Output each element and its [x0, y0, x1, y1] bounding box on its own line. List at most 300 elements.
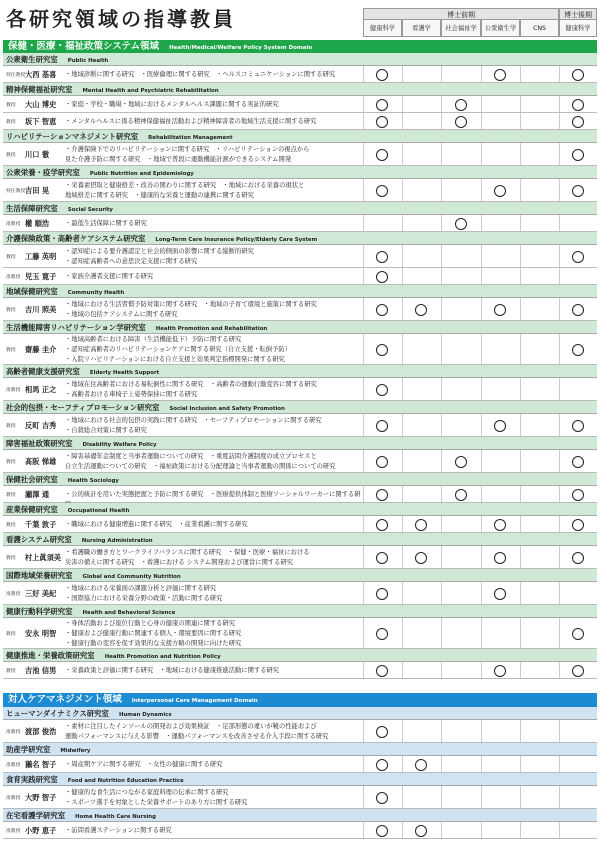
column-cns: CNS: [520, 20, 559, 37]
program-cell: [402, 822, 403, 838]
topic-line: ・健康および健康行動に関連する個人・環境要因に関する研究: [65, 629, 242, 637]
topic-line: ・身体活動および座位行動と心身の健康の関連に関する研究: [65, 619, 236, 627]
program-cell: [481, 245, 482, 267]
faculty-name: 安永 明智: [25, 629, 57, 638]
group-masters: 博士前期: [363, 8, 559, 20]
faculty-role: 教授: [6, 460, 16, 465]
lab-label: 公衆栄養・疫学研究室: [6, 168, 80, 177]
program-cell: [441, 66, 442, 82]
program-cell: [520, 96, 521, 112]
eligibility-circle-icon: [572, 344, 584, 356]
lab-label-en: Public Nutrition and Epidemiology: [89, 171, 194, 177]
program-cell: [520, 66, 521, 82]
lab-section: [3, 649, 597, 679]
lab-name: [3, 285, 597, 298]
faculty-name: 齋藤 圭介: [25, 345, 57, 354]
lab-label: 生活機能障害リハビリテーション学研究室: [6, 323, 146, 332]
eligibility-circle-icon: [376, 344, 388, 356]
lab-label: 看護システム研究室: [6, 535, 72, 544]
eligibility-circle-icon: [572, 456, 584, 468]
faculty-row: [3, 66, 597, 83]
lab-label-en: Rehabilitation Management: [148, 135, 233, 141]
eligibility-circle-icon: [455, 99, 467, 111]
program-cell: [559, 268, 560, 284]
program-cell: [481, 786, 482, 808]
program-cell: [481, 582, 482, 604]
lab-name: [3, 569, 597, 582]
program-cell: [441, 113, 442, 129]
column-doctoral-health-science: 健康科学: [559, 20, 597, 37]
faculty-row: [3, 546, 597, 569]
program-cell: [402, 786, 403, 808]
faculty-role: 教授: [6, 308, 16, 313]
program-cell: [363, 450, 364, 472]
lab-label-en: Health Sociology: [67, 478, 119, 484]
program-cell: [363, 786, 364, 808]
topic-line: ・高齢者おける車椅子上姿勢保持に関する研究: [65, 390, 198, 398]
program-cell: [363, 756, 364, 772]
eligibility-circle-icon: [572, 304, 584, 316]
faculty-name: 大山 博史: [25, 100, 57, 109]
topic-line: ・栄養政策と評価に関する研究 ・地域における健康推進活動に関する研究: [65, 666, 280, 674]
lab-label-en: Health Promotion and Rehabilitation: [155, 326, 268, 332]
faculty-row: [3, 486, 597, 503]
research-topics: [65, 722, 363, 742]
program-cell: [520, 756, 521, 772]
lab-label-en: Elderly Health Support: [89, 370, 160, 376]
topic-line: ・地域在住高齢者における易転倒性に関する研究 ・高齢者の運動行動変容に関する研究: [65, 380, 317, 388]
topic-line: ・公的統計を用いた実態把握と予防に関する研究 ・医療提供体制と医療ソーシャルワーカーに関する研: [65, 490, 361, 498]
program-cell: [559, 96, 560, 112]
program-cell: [520, 179, 521, 201]
faculty-row: [3, 268, 597, 285]
faculty-name: 髙阪 悌雄: [25, 457, 57, 466]
eligibility-circle-icon: [572, 628, 584, 640]
lab-label: 国際地域栄養研究室: [6, 571, 73, 580]
program-cell: [559, 618, 560, 648]
lab-section: [3, 285, 597, 321]
program-cell: [520, 822, 521, 838]
faculty-role: 特任教授: [6, 73, 26, 78]
topic-line: ・メンタルヘルスに係る精神保健福祉活動および精神障害者の地域生活支援に関する研究: [65, 117, 317, 125]
eligibility-circle-icon: [376, 665, 388, 677]
lab-label-en: Health and Behavioral Science: [82, 610, 176, 616]
faculty-role: 教授: [6, 632, 16, 637]
faculty-row: [3, 786, 597, 809]
program-cell: [520, 245, 521, 267]
program-cell: [520, 215, 521, 231]
program-cell: [559, 516, 560, 532]
faculty-role: 教授: [6, 255, 16, 260]
topic-line: ・障害基礎年金制度と当事者運動についての研究 ・重度訪問介護制度の成立プロセスと: [65, 452, 317, 460]
program-cell: [363, 486, 364, 502]
program-cell: [481, 450, 482, 472]
program-cell: [481, 414, 482, 436]
program-cell: [481, 822, 482, 838]
program-cell: [481, 546, 482, 568]
lab-section: [3, 321, 597, 365]
faculty-role: 教授: [6, 669, 16, 674]
lab-name: [3, 83, 597, 96]
program-cell: [402, 450, 403, 472]
lab-section: [3, 437, 597, 473]
lab-name: [3, 533, 597, 546]
research-topics: [65, 300, 363, 320]
lab-label-en: Social Security: [67, 207, 113, 213]
lab-section: [3, 232, 597, 285]
eligibility-circle-icon: [572, 99, 584, 111]
eligibility-circle-icon: [415, 519, 427, 531]
domain-banner: [3, 693, 597, 707]
eligibility-circle-icon: [376, 519, 388, 531]
faculty-role: 教授: [6, 493, 16, 498]
eligibility-circle-icon: [415, 759, 427, 771]
research-topics: [65, 548, 363, 568]
faculty-name: 瀬澤 通: [25, 490, 50, 499]
eligibility-circle-icon: [494, 304, 506, 316]
program-cell: [559, 215, 560, 231]
program-cell: [402, 245, 403, 267]
eligibility-circle-icon: [376, 271, 388, 283]
column-health-science: 健康科学: [363, 20, 402, 37]
lab-section: [3, 401, 597, 437]
lab-label: 産業保健研究室: [6, 505, 58, 514]
eligibility-circle-icon: [376, 628, 388, 640]
program-cell: [402, 486, 403, 502]
lab-label-en: Home Health Care Nursing: [75, 814, 156, 820]
lab-label-en: Disability Welfare Policy: [82, 442, 157, 448]
program-cell: [559, 786, 560, 808]
faculty-role: 教授: [6, 424, 16, 429]
domain-banner: [3, 40, 597, 53]
faculty-name: 千葉 敦子: [25, 520, 57, 529]
column-public-health: 公衆衛生学: [481, 20, 520, 37]
lab-label: リハビリテーションマネジメント研究室: [6, 132, 139, 141]
faculty-row: [3, 756, 597, 773]
program-cell: [363, 618, 364, 648]
lab-label-en: Occupational Health: [67, 508, 130, 514]
lab-section: [3, 130, 597, 166]
program-cell: [402, 179, 403, 201]
eligibility-circle-icon: [415, 552, 427, 564]
topic-line: ・素材に注目したインソールの開発および効果検証 ・足部形態の違いが靴の性能および: [65, 722, 317, 730]
lab-section: [3, 773, 597, 809]
program-cell: [520, 143, 521, 165]
faculty-name: 小野 恵子: [25, 826, 57, 835]
eligibility-circle-icon: [494, 552, 506, 564]
eligibility-circle-icon: [572, 489, 584, 501]
topic-line: 見た介護予防に関する研究 ・地域で普段に運動機能計測ができるシステム開発: [65, 155, 292, 163]
eligibility-circle-icon: [572, 149, 584, 161]
eligibility-circle-icon: [494, 185, 506, 197]
program-cell: [441, 486, 442, 502]
program-cell: [559, 378, 560, 400]
eligibility-circle-icon: [376, 825, 388, 837]
faculty-role: 教授: [6, 153, 16, 158]
faculty-name: 獺名 智子: [25, 760, 57, 769]
lab-name: [3, 605, 597, 618]
lab-name: [3, 437, 597, 450]
topic-line: ・最低生活保障に関する研究: [65, 219, 147, 227]
lab-section: [3, 53, 597, 83]
topic-line: 災害の備えに関する研究 ・看護における システム開発および運営に関する研究: [65, 558, 294, 566]
program-cell: [559, 450, 560, 472]
eligibility-circle-icon: [376, 99, 388, 111]
lab-label-en: Midwifery: [60, 748, 91, 754]
faculty-role: 特任教授: [6, 189, 26, 194]
lab-label-en: Community Health: [67, 290, 125, 296]
faculty-row: [3, 450, 597, 473]
topic-line: ・家庭・学校・職場・地域におけるメンタルヘルス課題に関する実証的研究: [65, 100, 279, 108]
eligibility-circle-icon: [376, 588, 388, 600]
faculty-role: 教授: [6, 556, 16, 561]
column-social-welfare: 社会福祉学: [441, 20, 481, 37]
eligibility-circle-icon: [376, 726, 388, 738]
lab-section: [3, 83, 597, 130]
program-cell: [402, 720, 403, 742]
lab-name: [3, 473, 597, 486]
program-cell: [402, 113, 403, 129]
eligibility-circle-icon: [376, 456, 388, 468]
faculty-name: 吉池 信男: [25, 666, 57, 675]
faculty-row: [3, 720, 597, 743]
program-cell: [559, 414, 560, 436]
faculty-row: [3, 662, 597, 679]
program-cell: [441, 582, 442, 604]
program-cell: [481, 378, 482, 400]
lab-name: [3, 53, 597, 66]
research-topics: [65, 520, 363, 530]
topic-line: ・介護保険下でのリハビリテーションに関する研究 ・リハビリテーションの視点から: [65, 145, 310, 153]
lab-label-en: Food and Nutrition Education Practice: [67, 778, 184, 784]
faculty-name: 渡部 俊浩: [25, 727, 57, 736]
lab-name: [3, 232, 597, 245]
domain-title: 保健・医療・福祉政策システム領域: [8, 41, 160, 52]
lab-name: [3, 743, 597, 756]
topic-line: ・地域における社会的包摂の実践に関する研究 ・セーフティプロモーションに関する研究: [65, 416, 322, 424]
eligibility-circle-icon: [572, 665, 584, 677]
program-cell: [520, 662, 521, 678]
program-cell: [559, 546, 560, 568]
program-cell: [441, 756, 442, 772]
eligibility-circle-icon: [376, 792, 388, 804]
faculty-name: 大野 智子: [25, 793, 57, 802]
program-cell: [520, 582, 521, 604]
program-cell: [559, 756, 560, 772]
program-cell: [520, 618, 521, 648]
lab-label: 高齢者健康支援研究室: [6, 367, 80, 376]
faculty-role: 教授: [6, 103, 16, 108]
lab-label-en: Nursing Administration: [81, 538, 153, 544]
eligibility-circle-icon: [376, 759, 388, 771]
faculty-role: 教授: [6, 348, 16, 353]
lab-section: [3, 365, 597, 401]
topic-line: ・自殺総合対策に関する研究: [65, 426, 147, 434]
faculty-role: 准教授: [6, 829, 21, 834]
program-cell: [481, 66, 482, 82]
lab-name: [3, 202, 597, 215]
program-cell: [441, 786, 442, 808]
program-cell: [559, 822, 560, 838]
faculty-row: [3, 96, 597, 113]
program-cell: [520, 378, 521, 400]
topic-line: ・栄養素摂取と健康格差・改善の関わりに関する研究 ・地域における栄養の現状と: [65, 181, 305, 189]
domain-title: 対人ケアマネジメント領域: [8, 694, 122, 705]
program-cell: [559, 334, 560, 364]
program-cell: [363, 215, 364, 231]
program-cell: [481, 516, 482, 532]
lab-label: 食育実践研究室: [6, 775, 58, 784]
program-cell: [363, 143, 364, 165]
program-cell: [363, 378, 364, 400]
lab-section: [3, 569, 597, 605]
program-cell: [520, 516, 521, 532]
program-cell: [520, 414, 521, 436]
faculty-role: 教授: [6, 523, 16, 528]
program-cell: [363, 179, 364, 201]
program-cell: [441, 378, 442, 400]
research-topics: [65, 219, 363, 229]
eligibility-circle-icon: [376, 489, 388, 501]
eligibility-circle-icon: [494, 519, 506, 531]
page-title: 各研究領域の指導教員: [6, 7, 236, 31]
program-cell: [363, 298, 364, 320]
program-cell: [402, 143, 403, 165]
faculty-row: [3, 215, 597, 232]
program-cell: [520, 113, 521, 129]
topic-line: 自立生活運動についての研究 ・福祉政策における分配理論と当事者運動の関係についての研究: [65, 462, 336, 470]
topic-line: ・地域の包括ケアシステムに関する研究: [65, 310, 178, 318]
faculty-name: 三好 美紀: [25, 589, 57, 598]
program-cell: [402, 334, 403, 364]
faculty-name: 大西 基喜: [25, 70, 57, 79]
lab-name: [3, 321, 597, 334]
program-cell: [402, 378, 403, 400]
research-topics: [65, 145, 363, 165]
lab-label-en: Mental Health and Psychiatric Rehabilitation: [82, 88, 219, 94]
program-cell: [559, 66, 560, 82]
research-topics: [65, 619, 363, 649]
faculty-name: 村上眞須美: [25, 553, 61, 562]
lab-label: 生活保障研究室: [6, 204, 58, 213]
faculty-role: 准教授: [6, 730, 21, 735]
program-cell: [441, 334, 442, 364]
faculty-role: 准教授: [6, 275, 21, 280]
domain-title-en: Health/Medical/Welfare Policy System Domain: [169, 45, 313, 51]
program-cell: [402, 414, 403, 436]
program-cell: [363, 113, 364, 129]
program-cell: [402, 298, 403, 320]
faculty-role: 准教授: [6, 763, 21, 768]
lab-name: [3, 130, 597, 143]
program-cell: [441, 298, 442, 320]
faculty-row: [3, 143, 597, 166]
program-cell: [402, 662, 403, 678]
program-cell: [363, 96, 364, 112]
lab-name: [3, 503, 597, 516]
topic-line: ・地域診断に関する研究 ・医療倫理に関する研究 ・ヘルスコミュニケーションに関する研究: [65, 70, 336, 78]
lab-label: 地域保健研究室: [6, 287, 58, 296]
program-column-header: [363, 8, 597, 37]
program-cell: [520, 786, 521, 808]
faculty-name: 權 順浩: [25, 219, 50, 228]
research-topics: [65, 584, 363, 604]
topic-line: ・訪問看護ステーションに関する研究: [65, 826, 172, 834]
program-cell: [363, 414, 364, 436]
program-cell: [441, 245, 442, 267]
program-cell: [441, 215, 442, 231]
faculty-name: 吉田 晃: [25, 186, 50, 195]
program-cell: [363, 582, 364, 604]
program-cell: [363, 822, 364, 838]
program-cell: [363, 516, 364, 532]
program-cell: [402, 215, 403, 231]
faculty-row: [3, 516, 597, 533]
topic-line: ・健康行動の変容を促す効果的な支援方略の開発に向けた研究: [65, 639, 242, 647]
faculty-name: 川口 徹: [25, 150, 50, 159]
program-cell: [402, 546, 403, 568]
lab-name: [3, 649, 597, 662]
research-topics: [65, 380, 363, 400]
lab-label: ヒューマンダイナミクス研究室: [6, 709, 109, 718]
lab-section: [3, 809, 597, 839]
program-cell: [363, 268, 364, 284]
faculty-row: [3, 298, 597, 321]
lab-label-en: Human Dynamics: [118, 712, 172, 718]
faculty-row: [3, 113, 597, 130]
eligibility-circle-icon: [494, 69, 506, 81]
lab-label: 公衆衛生研究室: [6, 55, 58, 64]
program-cell: [559, 298, 560, 320]
lab-section: [3, 166, 597, 202]
eligibility-circle-icon: [494, 665, 506, 677]
program-cell: [402, 268, 403, 284]
lab-name: [3, 365, 597, 378]
faculty-role: 准教授: [6, 796, 21, 801]
column-nursing: 看護学: [402, 20, 441, 37]
lab-section: [3, 503, 597, 533]
research-topics: [65, 335, 363, 365]
group-doctoral: 博士後期: [559, 8, 597, 20]
program-cell: [559, 245, 560, 267]
faculty-name: 吉川 照美: [25, 305, 57, 314]
research-topics: [65, 247, 363, 267]
program-cell: [520, 546, 521, 568]
program-cell: [481, 179, 482, 201]
program-cell: [520, 450, 521, 472]
program-cell: [481, 215, 482, 231]
topic-line: ・国際協力における栄養分野の政策・活動に関する研究: [65, 594, 223, 602]
eligibility-circle-icon: [376, 552, 388, 564]
program-cell: [559, 113, 560, 129]
program-cell: [520, 486, 521, 502]
lab-name: [3, 166, 597, 179]
program-cell: [402, 96, 403, 112]
lab-label: 健康行動科学研究室: [6, 607, 73, 616]
lab-label-en: Long-Term Care Insurance Policy/Elderly Care System: [155, 237, 318, 243]
research-topics: [65, 826, 363, 836]
program-cell: [363, 546, 364, 568]
lab-label: 助産学研究室: [6, 745, 51, 754]
program-cell: [441, 268, 442, 284]
eligibility-circle-icon: [455, 116, 467, 128]
lab-section: [3, 202, 597, 232]
faculty-row: [3, 378, 597, 401]
topic-line: ・地域における栄養面の課題分析と評価に関する研究: [65, 584, 217, 592]
eligibility-circle-icon: [376, 420, 388, 432]
topic-line: 地域格差に関する研究 ・健康的な栄養と運動の連携に関する研究: [65, 191, 254, 199]
eligibility-circle-icon: [376, 185, 388, 197]
